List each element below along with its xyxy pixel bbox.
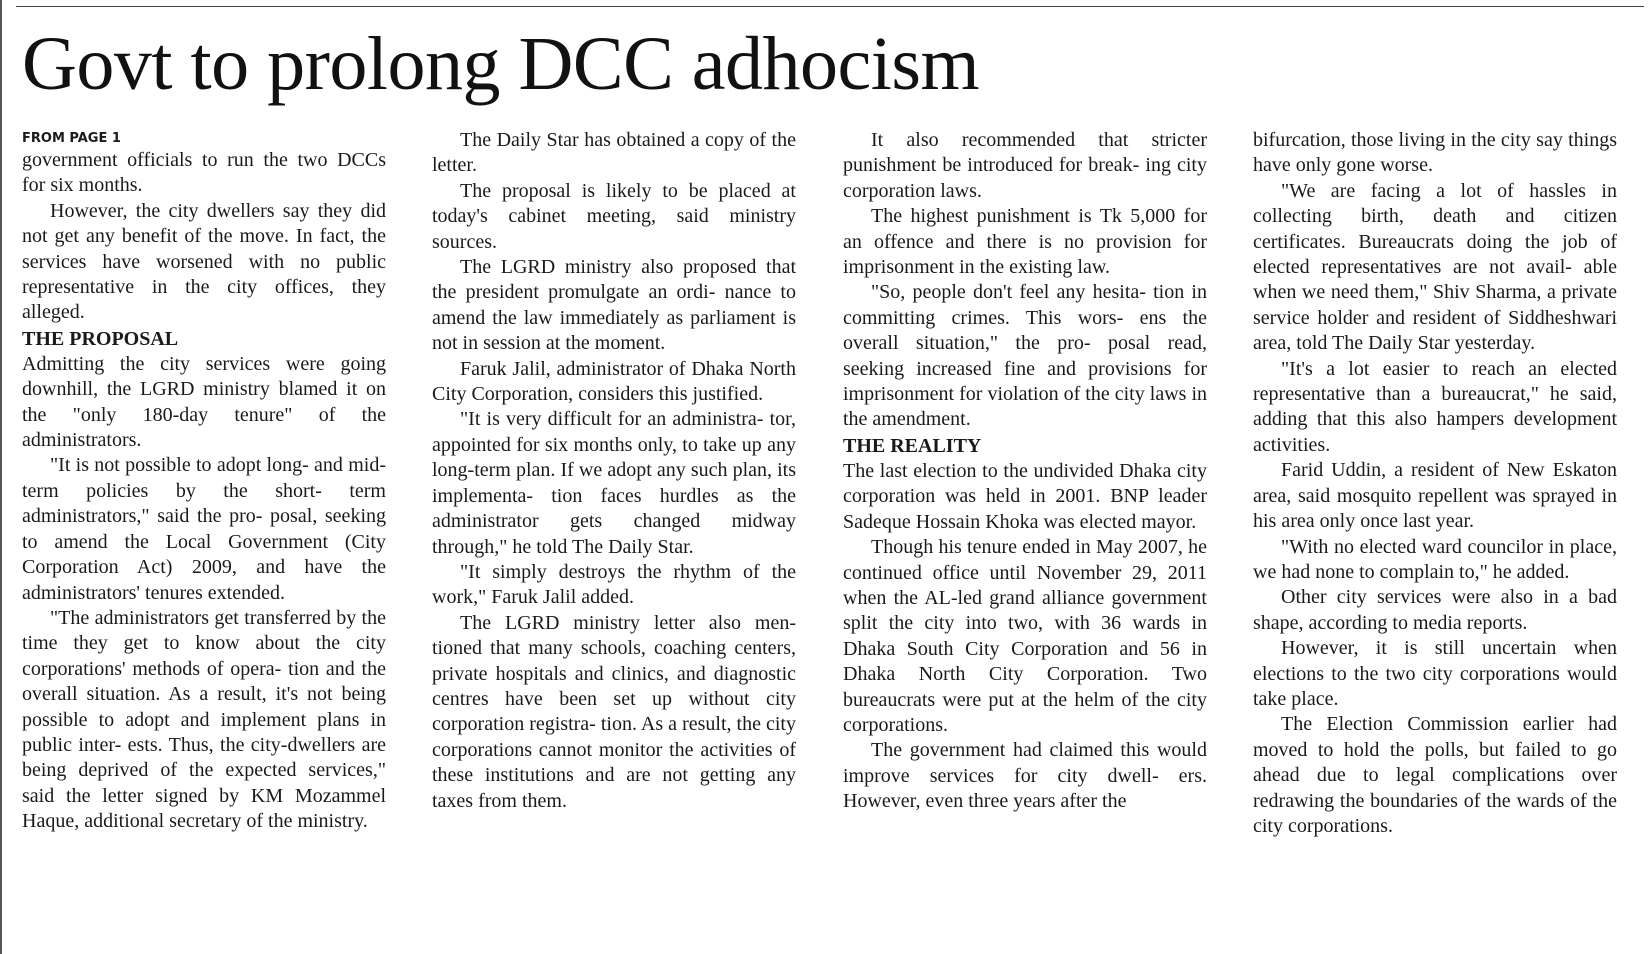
column-1 bbox=[22, 128, 386, 954]
paragraph: The Election Commission earlier had moved to hold the polls, but failed to go ahead due to legal complications over redrawing the boundaries of the wards of the city corporations. bbox=[1253, 713, 1617, 837]
column-4 bbox=[1253, 128, 1617, 954]
paragraph: The LGRD ministry letter also men- tioned that many schools, coaching centers, private hospitals and clinics, and diagnostic centres have been set up without city corporation registra- tion. As a result, the city corporations cannot monitor the activities of these institutions and are not getting any taxes from them. bbox=[432, 611, 796, 812]
paragraph: It also recommended that stricter punishment be introduced for break- ing city corporation laws. bbox=[843, 129, 1207, 202]
paragraph: "With no elected ward councilor in place, we had none to complain to," he added. bbox=[1253, 535, 1617, 583]
paragraph: Admitting the city services were going downhill, the LGRD ministry blamed it on the "only 180-day tenure" of the administrators. bbox=[22, 352, 386, 452]
paragraph: Though his tenure ended in May 2007, he continued office until November 29, 2011 when the AL-led grand alliance government split the city into two, with 36 wards in Dhaka South City Corporation and 56 in Dhaka North City Corporation. Two bureaucrats were put at the helm of the city corporations. bbox=[843, 536, 1207, 736]
paragraph: However, the city dwellers say they did not get any benefit of the move. In fact, the services have worsened with no public representative in the city offices, they alleged. bbox=[22, 199, 386, 324]
paragraph: Faruk Jalil, administrator of Dhaka North City Corporation, considers this justified. bbox=[432, 357, 796, 406]
paragraph: The government had claimed this would improve services for city dwell- ers. However, even three years after the bbox=[843, 739, 1207, 813]
paragraph: The proposal is likely to be placed at today's cabinet meeting, said ministry sources. bbox=[432, 179, 796, 253]
paragraph: "So, people don't feel any hesita- tion in committing crimes. This wors- ens the overall situation," the pro- posal read, seeking increased fine and provisions for imprisonment for violation of the city laws in the amendment. bbox=[843, 281, 1207, 431]
headline: Govt to prolong DCC adhocism bbox=[22, 22, 980, 106]
paragraph: The last election to the undivided Dhaka city corporation was held in 2001. BNP leader Sadeque Hossain Khoka was elected mayor. bbox=[843, 459, 1207, 533]
paragraph: The highest punishment is Tk 5,000 for an offence and there is no provision for imprisonment in the existing law. bbox=[843, 205, 1207, 279]
paragraph: "It is very difficult for an administra- tor, appointed for six months only, to take up any long-term plan. If we adopt any such plan, its implementa- tion faces hurdles as the administrator gets changed midway through," he told The Daily Star. bbox=[432, 408, 796, 558]
section-subhead: THE REALITY bbox=[843, 434, 982, 457]
paragraph: The Daily Star has obtained a copy of the letter. bbox=[432, 129, 796, 177]
paragraph: government officials to run the two DCCs for six months. bbox=[22, 149, 386, 197]
continuation-kicker: FROM PAGE 1 bbox=[22, 131, 121, 146]
paragraph: "We are facing a lot of hassles in collecting birth, death and citizen certificates. Bureaucrats doing the job of elected representatives are not avail- able when we need them," Shiv Sharma, a private service holder and resident of Siddheshwari area, told The Daily Star yesterday. bbox=[1253, 179, 1617, 355]
section-subhead: THE PROPOSAL bbox=[22, 327, 179, 350]
paragraph: "It simply destroys the rhythm of the work," Faruk Jalil added. bbox=[432, 560, 796, 609]
paragraph: bifurcation, those living in the city say things have only gone worse. bbox=[1253, 129, 1617, 177]
paragraph: Farid Uddin, a resident of New Eskaton area, said mosquito repellent was sprayed in his area only once last year. bbox=[1253, 459, 1617, 533]
paragraph: "The administrators get transferred by the time they get to know about the city corporations' methods of opera- tion and the overall situation. As a result, it's not being possible to adopt and implement plans in public inter- ests. Thus, the city-dwellers are being deprived of the expected services," said the letter signed by KM Mozammel Haque, additional secretary of the ministry. bbox=[22, 606, 386, 833]
paragraph: Other city services were also in a bad shape, according to media reports. bbox=[1253, 586, 1617, 634]
paragraph: The LGRD ministry also proposed that the president promulgate an ordi- nance to amend the law immediately as parliament is not in session at the moment. bbox=[432, 256, 796, 355]
paragraph: However, it is still uncertain when elections to the two city corporations would take place. bbox=[1253, 637, 1617, 710]
paragraph: "It's a lot easier to reach an elected representative than a bureaucrat," he said, adding that this also hampers development activities. bbox=[1253, 357, 1617, 456]
column-3 bbox=[843, 128, 1207, 954]
paragraph: "It is not possible to adopt long- and mid-term policies by the short- term administrators," said the pro- posal, seeking to amend the Local Government (City Corporation Act) 2009, and have the administrators' tenures extended. bbox=[22, 454, 386, 604]
column-2 bbox=[432, 128, 796, 954]
top-rule bbox=[16, 6, 1644, 7]
